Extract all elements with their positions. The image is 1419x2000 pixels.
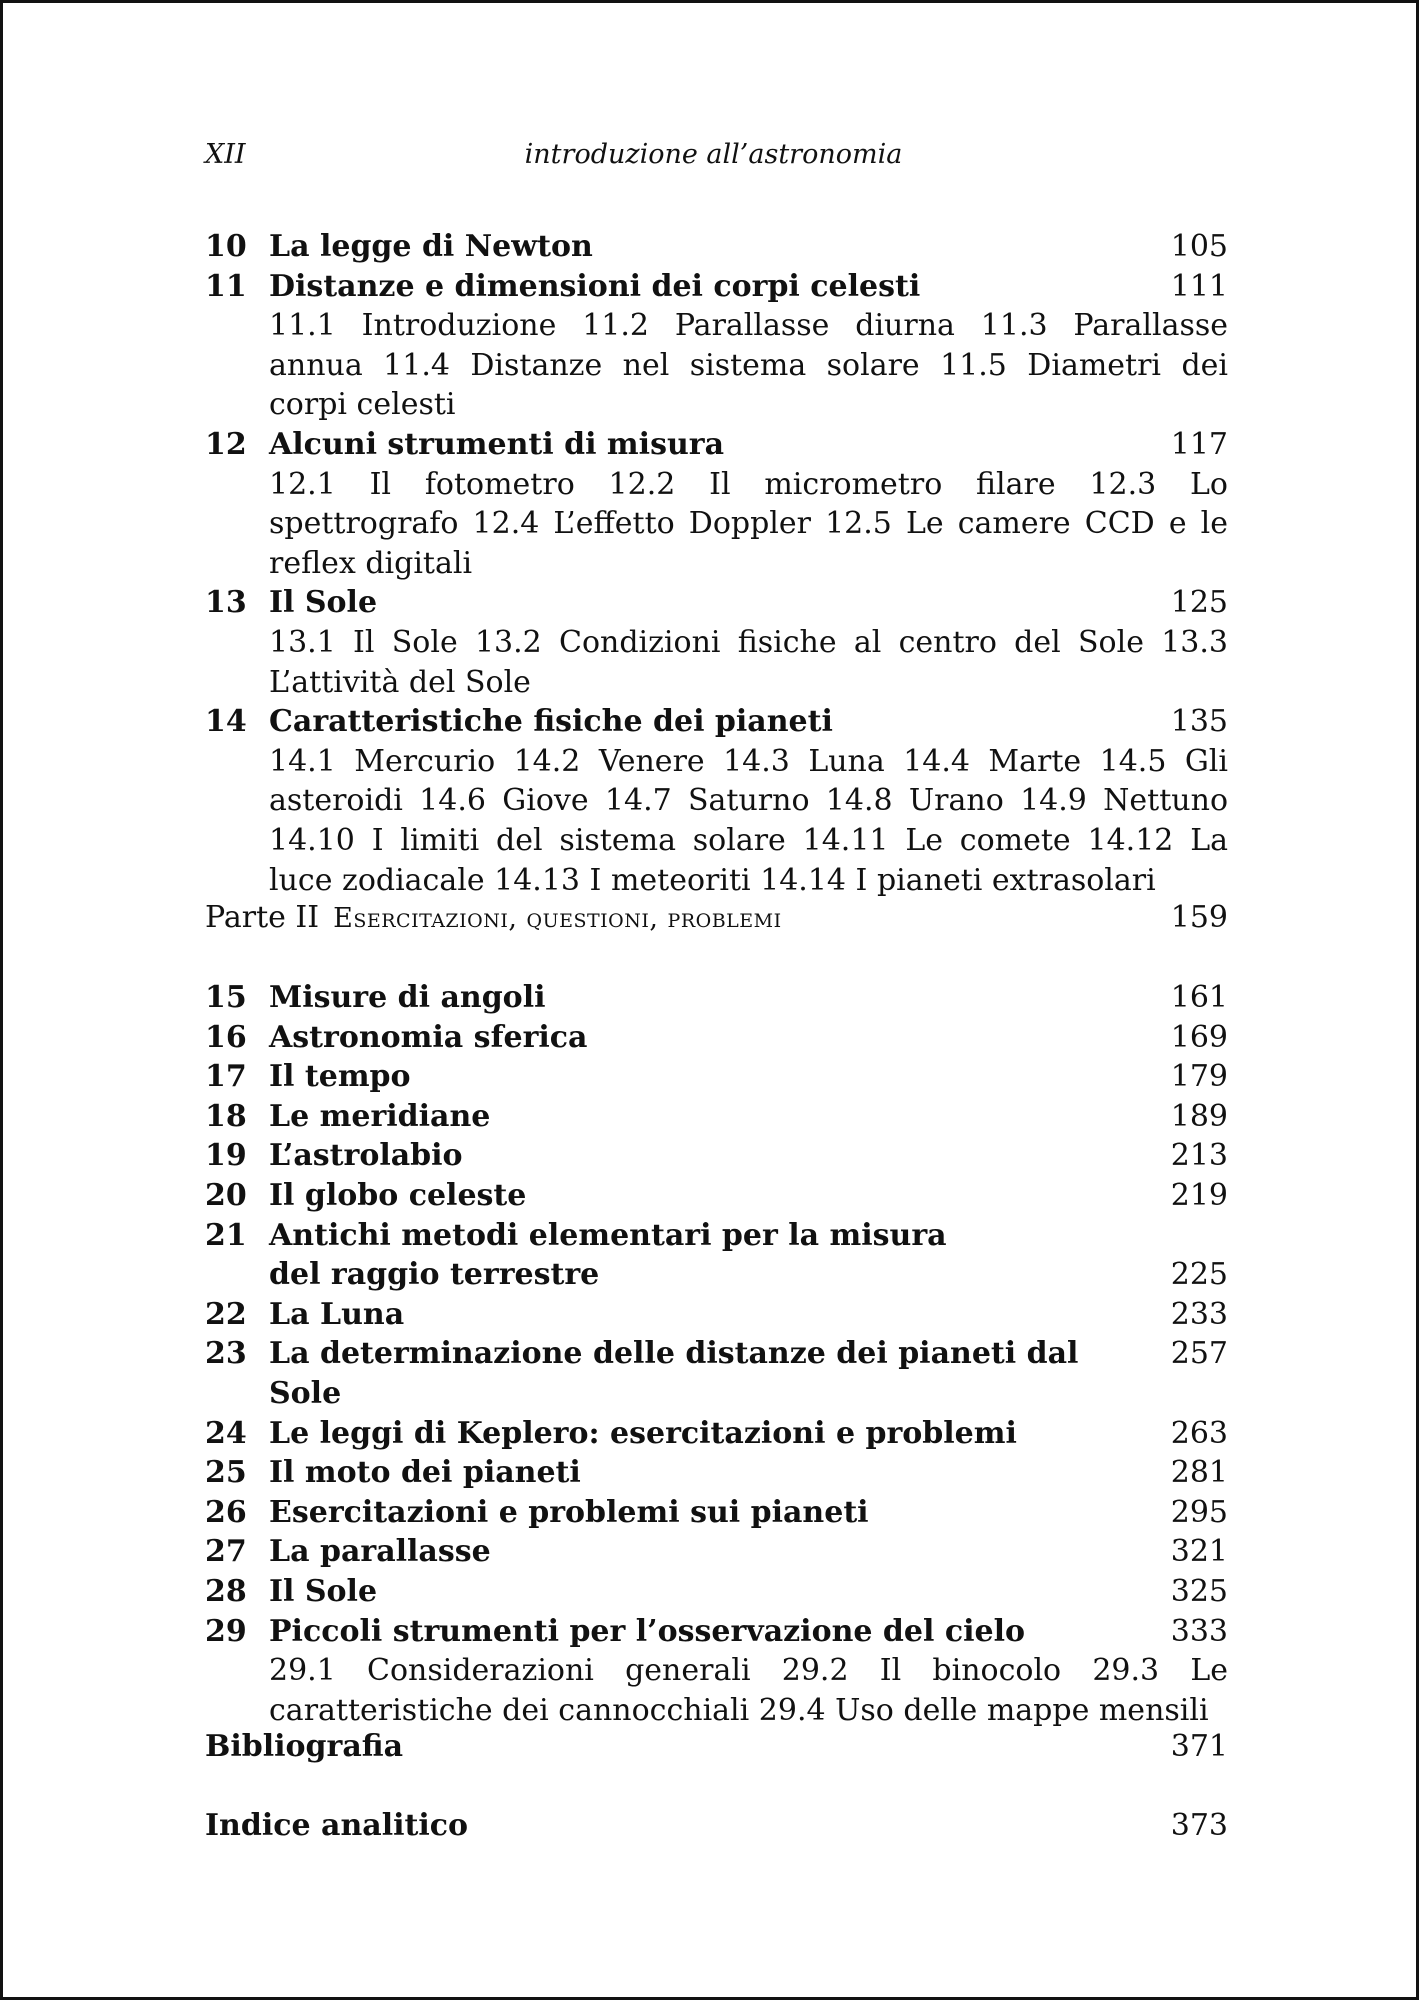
page-folio: XII bbox=[205, 139, 246, 170]
page-number: 219 bbox=[1170, 1177, 1228, 1213]
section-list: 14.1 Mercurio 14.2 Venere 14.3 Luna 14.4 Marte 14.5 Gli asteroidi 14.6 Giove 14.7 Saturno 14.8 Urano 14.9 Nettuno 14.10 I limiti del sistema solare 14.11 Le comete 14.12 La luce zodiacale 14.13 I meteoriti 14.14 I pianeti extrasolari bbox=[269, 743, 1228, 898]
toc-entry[interactable] bbox=[205, 227, 1228, 267]
page-number: 161 bbox=[1170, 980, 1228, 1015]
toc-entry[interactable] bbox=[205, 1216, 1228, 1256]
chapter-title: Astronomia sferica bbox=[269, 1019, 588, 1055]
toc-entry[interactable] bbox=[205, 1018, 1228, 1058]
chapter-title: Antichi metodi elementari per la misura bbox=[269, 1217, 947, 1253]
toc-entry[interactable] bbox=[205, 1334, 1228, 1413]
part-label: Parte II bbox=[205, 900, 320, 935]
chapter-title: Le meridiane bbox=[269, 1098, 491, 1134]
chapter-number: 12 bbox=[205, 426, 247, 462]
toc-indice bbox=[205, 1806, 1228, 1846]
chapter-title: La determinazione delle distanze dei pianeti dal Sole bbox=[269, 1336, 1079, 1411]
page-number: 189 bbox=[1170, 1098, 1228, 1134]
chapter-number: 22 bbox=[205, 1296, 247, 1332]
toc-entry-indice[interactable] bbox=[205, 1806, 1228, 1846]
page-number: 321 bbox=[1170, 1534, 1228, 1570]
toc-entry[interactable] bbox=[205, 1414, 1228, 1454]
page-number: 371 bbox=[1170, 1729, 1228, 1764]
chapter-number: 11 bbox=[205, 268, 247, 304]
page-number: 125 bbox=[1170, 585, 1228, 621]
section-list: 12.1 Il fotometro 12.2 Il micrometro filare 12.3 Lo spettrografo 12.4 L’effetto Doppler 12.5 Le camere CCD e le reflex digitali bbox=[269, 466, 1228, 581]
chapter-title: Distanze e dimensioni dei corpi celesti bbox=[269, 268, 921, 304]
toc-part1-chapters bbox=[205, 227, 1228, 900]
toc-bibliografia bbox=[205, 1727, 1228, 1767]
toc-entry-bibliografia[interactable] bbox=[205, 1727, 1228, 1767]
page-number: 117 bbox=[1170, 426, 1228, 462]
section-list: 29.1 Considerazioni generali 29.2 Il binocolo 29.3 Le caratteristiche dei cannocchiali 29.4 Uso delle mappe mensili bbox=[269, 1653, 1228, 1728]
page-number: 105 bbox=[1170, 229, 1228, 264]
chapter-number: 19 bbox=[205, 1138, 247, 1174]
toc-entry[interactable] bbox=[205, 1057, 1228, 1097]
toc-part-heading bbox=[205, 898, 1228, 939]
toc-entry[interactable] bbox=[205, 1572, 1228, 1612]
page-number: 135 bbox=[1170, 704, 1228, 740]
chapter-title: La parallasse bbox=[269, 1534, 491, 1570]
chapter-title: Le leggi di Keplero: esercitazioni e problemi bbox=[269, 1415, 1017, 1451]
chapter-number: 23 bbox=[205, 1336, 247, 1372]
chapter-number: 17 bbox=[205, 1059, 247, 1095]
page-number: 213 bbox=[1170, 1138, 1228, 1174]
toc-entry[interactable] bbox=[205, 267, 1228, 307]
chapter-number: 27 bbox=[205, 1534, 247, 1570]
chapter-number: 15 bbox=[205, 980, 247, 1015]
chapter-number: 24 bbox=[205, 1415, 247, 1451]
indice-title: Indice analitico bbox=[205, 1808, 469, 1843]
chapter-number: 26 bbox=[205, 1494, 247, 1530]
part-entry[interactable] bbox=[205, 898, 1228, 939]
chapter-title: La legge di Newton bbox=[269, 229, 593, 264]
chapter-title: Alcuni strumenti di misura bbox=[269, 426, 725, 462]
chapter-number: 14 bbox=[205, 704, 247, 740]
section-list: 13.1 Il Sole 13.2 Condizioni fisiche al centro del Sole 13.3 L’attività del Sole bbox=[269, 624, 1228, 700]
chapter-number: 13 bbox=[205, 585, 247, 621]
page-number: 295 bbox=[1170, 1494, 1228, 1530]
toc-entry[interactable] bbox=[205, 702, 1228, 742]
toc-entry[interactable] bbox=[205, 1295, 1228, 1335]
chapter-title: Esercitazioni e problemi sui pianeti bbox=[269, 1494, 869, 1530]
toc-entry[interactable] bbox=[205, 1097, 1228, 1137]
page-number: 159 bbox=[1170, 900, 1228, 935]
page-number: 263 bbox=[1170, 1415, 1228, 1451]
chapter-title: Piccoli strumenti per l’osservazione del cielo bbox=[269, 1613, 1025, 1649]
toc-part2-chapters bbox=[205, 978, 1228, 1730]
page-number: 257 bbox=[1170, 1336, 1228, 1372]
toc-entry[interactable] bbox=[205, 583, 1228, 623]
chapter-title: Il globo celeste bbox=[269, 1177, 527, 1213]
chapter-number: 18 bbox=[205, 1098, 247, 1134]
page-number: 333 bbox=[1170, 1613, 1228, 1649]
chapter-title: Misure di angoli bbox=[269, 980, 546, 1015]
running-head bbox=[205, 139, 1222, 179]
page-number: 325 bbox=[1170, 1573, 1228, 1609]
chapter-title: Caratteristiche fisiche dei pianeti bbox=[269, 704, 833, 740]
chapter-number: 20 bbox=[205, 1177, 247, 1213]
page-number: 179 bbox=[1170, 1059, 1228, 1095]
page-number: 233 bbox=[1170, 1296, 1228, 1332]
chapter-number: 10 bbox=[205, 229, 247, 264]
chapter-title: L’astrolabio bbox=[269, 1138, 463, 1174]
toc-entry[interactable] bbox=[205, 1453, 1228, 1493]
chapter-title: Il tempo bbox=[269, 1059, 411, 1095]
chapter-number: 21 bbox=[205, 1217, 247, 1253]
chapter-number: 29 bbox=[205, 1613, 247, 1649]
toc-entry[interactable] bbox=[205, 1176, 1228, 1216]
toc-entry[interactable] bbox=[205, 1493, 1228, 1533]
chapter-number: 28 bbox=[205, 1573, 247, 1609]
page-number: 281 bbox=[1170, 1455, 1228, 1491]
chapter-title: Il Sole bbox=[269, 1573, 378, 1609]
chapter-title: Il Sole bbox=[269, 585, 378, 621]
page-number: 169 bbox=[1170, 1019, 1228, 1055]
section-list: 11.1 Introduzione 11.2 Parallasse diurna 11.3 Parallasse annua 11.4 Distanze nel sistema solare 11.5 Diametri dei corpi celesti bbox=[269, 308, 1228, 423]
chapter-title-line2: del raggio terrestre bbox=[269, 1257, 600, 1293]
chapter-title: La Luna bbox=[269, 1296, 405, 1332]
page-number: 111 bbox=[1170, 268, 1228, 304]
toc-entry[interactable] bbox=[205, 1612, 1228, 1652]
page-number: 373 bbox=[1170, 1808, 1228, 1843]
bibliografia-title: Bibliografia bbox=[205, 1729, 404, 1764]
toc-entry[interactable] bbox=[205, 1532, 1228, 1572]
book-title: introduzione all’astronomia bbox=[524, 139, 903, 170]
toc-entry[interactable] bbox=[205, 425, 1228, 465]
chapter-title: Il moto dei pianeti bbox=[269, 1455, 581, 1491]
toc-entry[interactable] bbox=[205, 1136, 1228, 1176]
toc-entry-continuation[interactable] bbox=[205, 1255, 1228, 1295]
chapter-number: 16 bbox=[205, 1019, 247, 1055]
page-number: 225 bbox=[1170, 1257, 1228, 1293]
toc-entry[interactable] bbox=[205, 978, 1228, 1018]
part-title: Esercitazioni, questioni, problemi bbox=[333, 903, 782, 934]
chapter-number: 25 bbox=[205, 1455, 247, 1491]
